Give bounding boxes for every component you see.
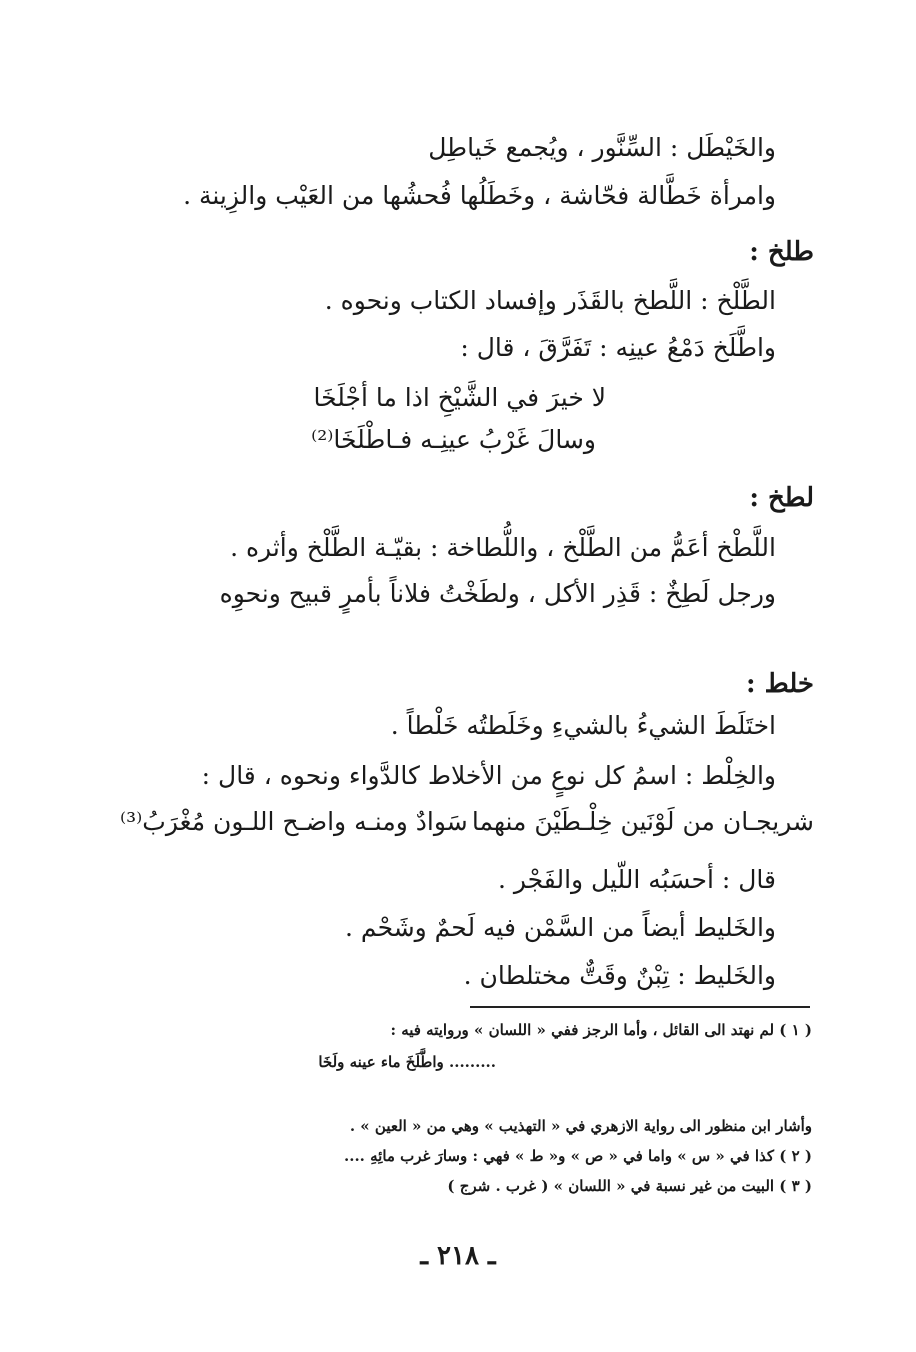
section-heading: لطخ : <box>749 483 814 513</box>
text-line: الطَّلْخ : اللَّطخ بالقَذَر وإفساد الكتاب ونحوه . <box>324 286 776 315</box>
verse-line: لا خيرَ في الشَّيْخِ اذا ما أجْلَخَا <box>313 383 606 412</box>
text-line: وامرأة خَطَّالة فحّاشة ، وخَطَلُها فُحشُها من العَيْب والزِينة . <box>183 181 776 210</box>
text-line: واطَّلَخ دَمْعُ عينِه : تَفَرَّقَ ، قال : <box>460 333 776 362</box>
text-line: والخِلْط : اسمُ كل نوعٍ من الأخلاط كالدَّواء ونحوه ، قال : <box>201 761 776 790</box>
text-line: والخَليط : تِبْنٌ وقَتٌّ مختلطان . <box>463 961 776 990</box>
page-number: ـ ٢١٨ ـ <box>420 1241 496 1271</box>
verse-hemistich-right: شريجـان من لَوْنَين خِلْـطَيْنَ منهما <box>471 807 814 836</box>
footnote-line: ......... واطَّلَخَ ماء عينه ولَخَا <box>318 1053 496 1071</box>
section-heading: طلخ : <box>749 237 814 267</box>
footnote-line: ( ١ ) لم نهتد الى القائل ، وأما الرجز ففي « اللسان » وروايته فيه : <box>390 1021 812 1039</box>
text-line: ورجل لَطِخٌ : قَذِر الأكل ، ولطَخْتُ فلاناً بأمرٍ قبيح ونحوِه <box>219 579 776 608</box>
text-line: والخَيْطَل : السِّنَّور ، ويُجمع خَياطِل <box>428 133 776 162</box>
verse-hemistich-left: سَوادٌ ومنـه واضـح اللـون مُغْرَبُ⁽³⁾ <box>120 807 468 836</box>
footnote-line: ( ٣ ) البيت من غير نسبة في « اللسان » ( غرب . شرج ) <box>447 1177 812 1195</box>
footnote-separator <box>470 1006 810 1008</box>
text-line: اللَّطْخ أعَمُّ من الطَّلْخ ، واللُّطاخة : بقيّـة الطَّلْخ وأثره . <box>230 533 776 562</box>
footnote-line: وأشار ابن منظور الى رواية الازهري في « التهذيب » وهي من « العين » . <box>349 1117 812 1135</box>
footnote-line: ( ٢ ) كذا في « س » واما في « ص » و« ط » فهي : وسارَ غرب مائِهِ .... <box>344 1147 812 1165</box>
verse-line: وسالَ غَرْبُ عينِـه فـاطْلَخَا⁽²⁾ <box>311 425 596 454</box>
text-line: والخَليط أيضاً من السَّمْن فيه لَحمٌ وشَحْم . <box>345 913 776 942</box>
text-line: اختَلَطَ الشيءُ بالشيءِ وخَلَطتُه خَلْطاً . <box>390 711 776 740</box>
section-heading: خلط : <box>745 669 814 699</box>
text-line: قال : أحسَبُه اللّيل والفَجْر . <box>497 865 776 894</box>
